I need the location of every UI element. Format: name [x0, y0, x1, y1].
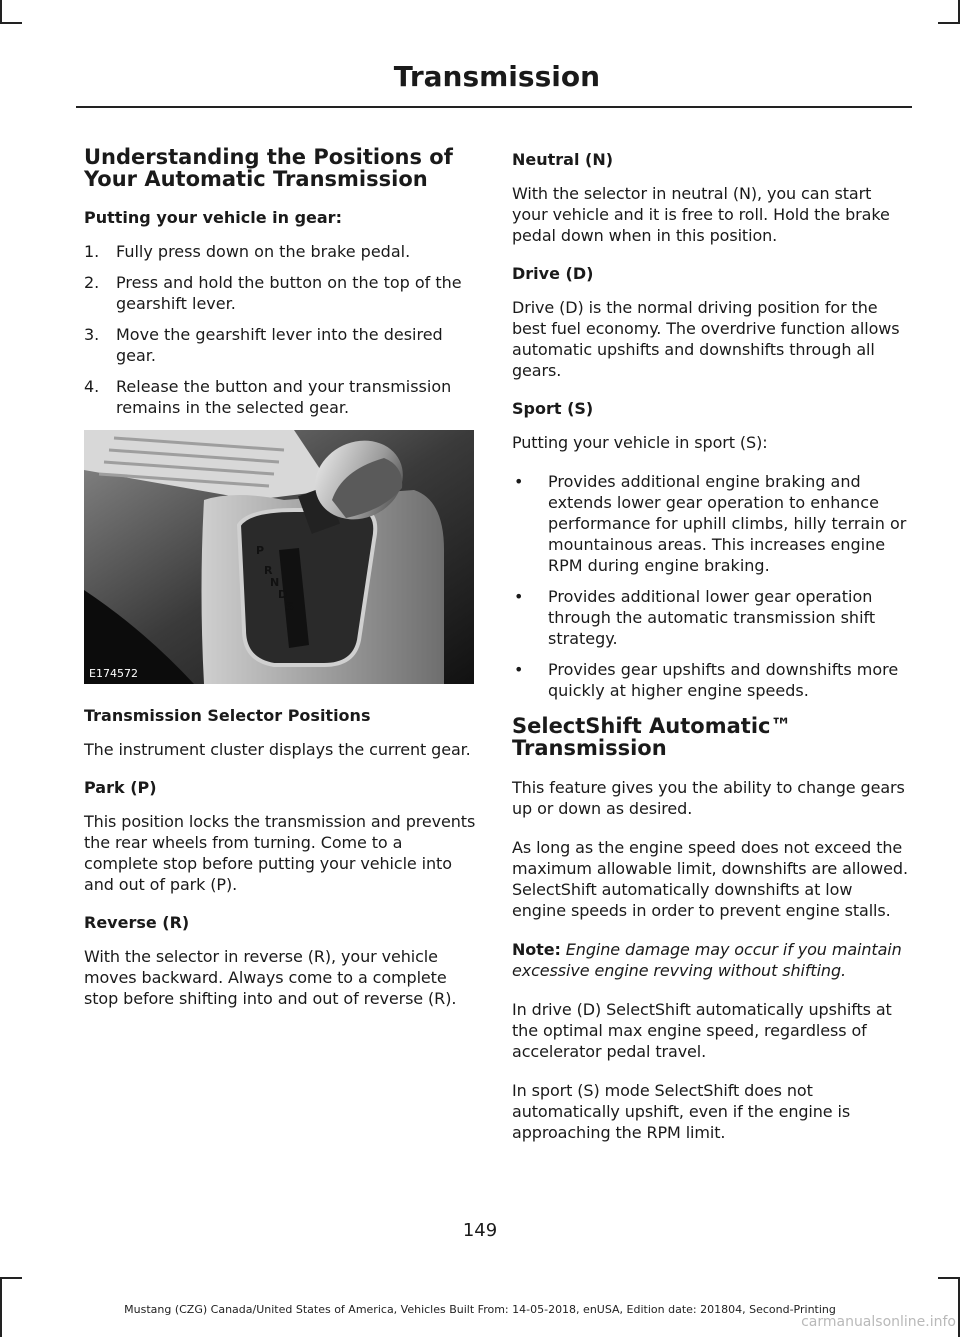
list-item: [84, 272, 476, 314]
bullet-text: Provides additional engine braking and extends lower gear operation to enhance performance for uphill climbs, hilly terrain or mountainous areas. This increases engine RPM during engine braking.: [548, 472, 907, 575]
list-item: [84, 324, 476, 366]
reverse-heading: Reverse (R): [84, 913, 190, 932]
gearshift-illustration: [84, 430, 474, 684]
sport-bullet-list: [512, 471, 908, 701]
list-item: [512, 471, 908, 576]
list-item: [84, 241, 476, 262]
selectshift-paragraph: This feature gives you the ability to change gears up or down as desired.: [512, 778, 905, 818]
step-text: Release the button and your transmission remains in the selected gear.: [116, 377, 452, 417]
bullet-text: Provides additional lower gear operation through the automatic transmission shift strategy.: [548, 587, 876, 648]
step-number: 3.: [84, 325, 100, 344]
left-column: [84, 140, 476, 1027]
gearshift-drawing: [84, 430, 474, 684]
step-text: Fully press down on the brake pedal.: [116, 242, 411, 261]
footer-text: Mustang (CZG) Canada/United States of America, Vehicles Built From: 14-05-2018, enUSA, Edition date: 201804, Second-Printing: [124, 1303, 836, 1316]
sport-intro: Putting your vehicle in sport (S):: [512, 433, 768, 452]
selector-heading: Transmission Selector Positions: [84, 706, 371, 725]
note: [512, 939, 908, 981]
watermark: carmanualsonline.info: [801, 1314, 956, 1330]
header-divider: [76, 106, 912, 108]
steps-list: [84, 241, 476, 418]
step-number: 4.: [84, 377, 100, 396]
drive-heading: Drive (D): [512, 264, 594, 283]
selectshift-paragraph: In sport (S) mode SelectShift does not automatically upshift, even if the engine is approaching the RPM limit.: [512, 1081, 851, 1142]
bullet: •: [514, 587, 524, 606]
crop-mark: [0, 0, 2, 22]
step-text: Press and hold the button on the top of the gearshift lever.: [116, 273, 462, 313]
drive-text: Drive (D) is the normal driving position for the best fuel economy. The overdrive function allows automatic upshifts and downshifts through all gears.: [512, 298, 900, 380]
crop-mark: [0, 22, 22, 24]
list-item: [512, 659, 908, 701]
neutral-text: With the selector in neutral (N), you can start your vehicle and it is free to roll. Hold the brake pedal down when in this position.: [512, 184, 890, 245]
selectshift-heading: SelectShift Automatic™ Transmission: [512, 714, 792, 760]
gate-label-r: R: [264, 564, 273, 577]
list-item: [84, 376, 476, 418]
selector-text: The instrument cluster displays the current gear.: [84, 740, 471, 759]
selectshift-paragraph: In drive (D) SelectShift automatically upshifts at the optimal max engine speed, regardless of accelerator pedal travel.: [512, 1000, 892, 1061]
note-text: Engine damage may occur if you maintain excessive engine revving without shifting.: [512, 940, 902, 980]
reverse-text: With the selector in reverse (R), your vehicle moves backward. Always come to a complete stop before shifting into and out of reverse (R).: [84, 947, 457, 1008]
crop-mark: [0, 1277, 22, 1279]
bullet: •: [514, 472, 524, 491]
list-item: [512, 586, 908, 649]
gate-label-n: N: [270, 576, 280, 589]
note-label: Note:: [512, 940, 561, 959]
figure-code: E174572: [89, 667, 138, 680]
step-text: Move the gearshift lever into the desired gear.: [116, 325, 443, 365]
neutral-heading: Neutral (N): [512, 150, 614, 169]
step-number: 1.: [84, 242, 100, 261]
right-column: [512, 140, 908, 1161]
crop-mark: [938, 1277, 960, 1279]
gate-label-d: D: [278, 588, 288, 601]
page-title: Transmission: [393, 60, 600, 93]
park-text: This position locks the transmission and prevents the rear wheels from turning. Come to a complete stop before putting your vehicle into and out of park (P).: [84, 812, 476, 894]
section-heading: Understanding the Positions of Your Automatic Transmission: [84, 145, 453, 191]
park-heading: Park (P): [84, 778, 157, 797]
gate-label-p: P: [256, 544, 265, 557]
bullet-text: Provides gear upshifts and downshifts more quickly at higher engine speeds.: [548, 660, 899, 700]
page-number: 149: [462, 1220, 498, 1241]
bullet: •: [514, 660, 524, 679]
selectshift-paragraph: As long as the engine speed does not exceed the maximum allowable limit, downshifts are allowed. SelectShift automatically downshifts at low engine speeds in order to prevent engine stalls.: [512, 838, 908, 920]
sport-heading: Sport (S): [512, 399, 594, 418]
gate-label-s: S: [286, 600, 294, 613]
step-number: 2.: [84, 273, 100, 292]
crop-mark: [938, 22, 960, 24]
gear-intro-heading: Putting your vehicle in gear:: [84, 208, 342, 227]
